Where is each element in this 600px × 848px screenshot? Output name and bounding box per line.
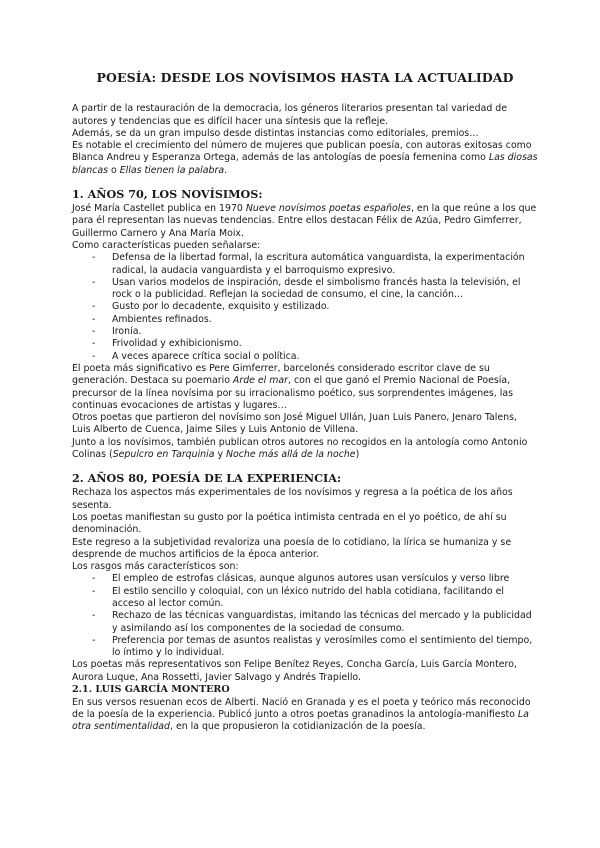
s1-p1-title: Nueve novísimos poetas españoles [245, 203, 411, 215]
intro-paragraph-1: A partir de la restauración de la democracia, los géneros literarios presentan tal variedad de autores y tendencias que es difícil hacer una síntesis que la refleje. [72, 103, 507, 127]
s2-paragraph-4: Los rasgos más característicos son: [72, 561, 239, 573]
list-item: - Defensa de la libertad formal, la escritura automática vanguardista, la experimentación radical, la audacia vanguardista y el barroquismo expresivo. [92, 252, 538, 277]
s2-features-list [72, 573, 538, 659]
s1-p5-title-2: Noche más allá de la noche [225, 449, 356, 461]
s1-characteristics-list [72, 252, 538, 363]
s1-p3-text-b: , con el que ganó el Premio Nacional de Poesía, precursor de la línea novísima por su irracionalismo poético, sus sorprendentes imágenes, las continuas evocaciones de artistas y lugares… [72, 375, 513, 411]
list-item: - A veces aparece crítica social o política. [92, 351, 538, 363]
s2-paragraph-2: Los poetas manifiestan su gusto por la poética intimista centrada en el yo poético, de ahí su denominación. [72, 511, 507, 536]
intro-p3-title-1: Las diosas blancas [72, 152, 538, 176]
s1-p1-text-b: , en la que reúne a los que para él representan las nuevas tendencias. Entre ellos destacan Félix de Azúa, Pedro Gimferrer, Guillermo Carnero y Ana María Moix. [72, 203, 537, 239]
s1-paragraph-3 [72, 363, 538, 412]
section-1-heading: 1. AÑOS 70, LOS NOVÍSIMOS: [72, 187, 263, 202]
s1-p5-text-c: ) [355, 449, 360, 461]
s1-p5-title-1: Sepulcro en Tarquinia [112, 449, 215, 461]
s2-paragraph-1: Rechaza los aspectos más experimentales de los novísimos y regresa a la poética de los años sesenta. [72, 487, 513, 511]
s2-1-p1-title: La otra sentimentalidad [72, 708, 529, 733]
subsection-2-1-heading: 2.1. LUIS GARCÍA MONTERO [72, 684, 230, 696]
section-2-heading: 2. AÑOS 80, POESÍA DE LA EXPERIENCIA: [72, 471, 342, 486]
list-item: - El empleo de estrofas clásicas, aunque algunos autores usan versículos y verso libre [92, 573, 538, 585]
intro-paragraph-3 [72, 140, 538, 177]
list-item: - Rechazo de las técnicas vanguardistas, imitando las técnicas del mercado y la publicidad y asimilando así los componentes de la sociedad de consumo. [92, 610, 538, 635]
s2-paragraph-5: Los poetas más representativos son Felipe Benítez Reyes, Concha García, Luis García Montero, Aurora Luque, Ana Rossetti, Javier Salvago y Andrés Trapiello. [72, 659, 517, 683]
s1-paragraph-5 [72, 437, 538, 462]
list-item: - Gusto por lo decadente, exquisito y estilizado. [92, 301, 538, 313]
s1-paragraph-4: Otros poetas que partieron del novísimo son José Miguel Ullán, Juan Luis Panero, Jenaro Talens, Luis Alberto de Cuenca, Jaime Siles y Luis Antonio de Villena. [72, 412, 517, 436]
list-item: - El estilo sencillo y coloquial, con un léxico nutrido del habla cotidiana, facilitando el acceso al lector común. [92, 586, 538, 611]
s1-p1-text-a: José María Castellet publica en 1970 [72, 203, 246, 215]
s2-paragraph-3: Este regreso a la subjetividad revaloriza una poesía de lo cotidiano, la lírica se humaniza y se desprende de muchos artificios de la época anterior. [72, 536, 512, 560]
list-item: - Ironía. [92, 326, 538, 338]
s2-1-paragraph-1 [72, 697, 538, 734]
list-item: - Usan varios modelos de inspiración, desde el simbolismo francés hasta la televisión, el rock o la publicidad. Reflejan la sociedad de consumo, el cine, la canción… [92, 277, 538, 302]
list-item: - Ambientes refinados. [92, 314, 538, 326]
s1-p5-text-b: y [214, 449, 226, 461]
document-title: POESÍA: DESDE LOS NOVÍSIMOS HASTA LA ACTUALIDAD [96, 70, 514, 85]
intro-paragraph-2: Además, se da un gran impulso desde distintas instancias como editoriales, premios… [72, 127, 479, 139]
s1-paragraph-2: Como características pueden señalarse: [72, 239, 261, 251]
s2-1-p1-text-b: , en la que propusieron la cotidianización de la poesía. [169, 721, 426, 733]
intro-p3-text-c: . [224, 164, 228, 176]
intro-p3-text-a: Es notable el crecimiento del número de mujeres que publican poesía, con autoras exitosas como Blanca Andreu y Esperanza Ortega, además de las antologías de poesía femenina como [72, 140, 532, 164]
intro-p3-title-2: Ellas tienen la palabra [119, 164, 225, 176]
list-item: - Preferencia por temas de asuntos realistas y verosímiles como el sentimiento del tiempo, lo íntimo y lo individual. [92, 635, 538, 660]
s1-p3-text-a: El poeta más significativo es Pere Gimferrer, barcelonés considerado escritor clave de su generación. Destaca su poemario [72, 362, 490, 387]
s2-1-p1-text-a: En sus versos resuenan ecos de Alberti. Nació en Granada y es el poeta y teórico más reconocido de la poesía de la experiencia. Publicó junto a otros poetas granadinos la antología-manifiesto [72, 696, 531, 720]
list-item: - Frivolidad y exhibicionismo. [92, 338, 538, 350]
intro-p3-text-b: o [108, 164, 120, 176]
s1-p5-text-a: Junto a los novísimos, también publican otros autores no recogidos en la antología como Antonio Colinas ( [72, 436, 528, 461]
s1-paragraph-1 [72, 203, 538, 240]
s1-p3-title: Arde el mar [232, 375, 288, 387]
